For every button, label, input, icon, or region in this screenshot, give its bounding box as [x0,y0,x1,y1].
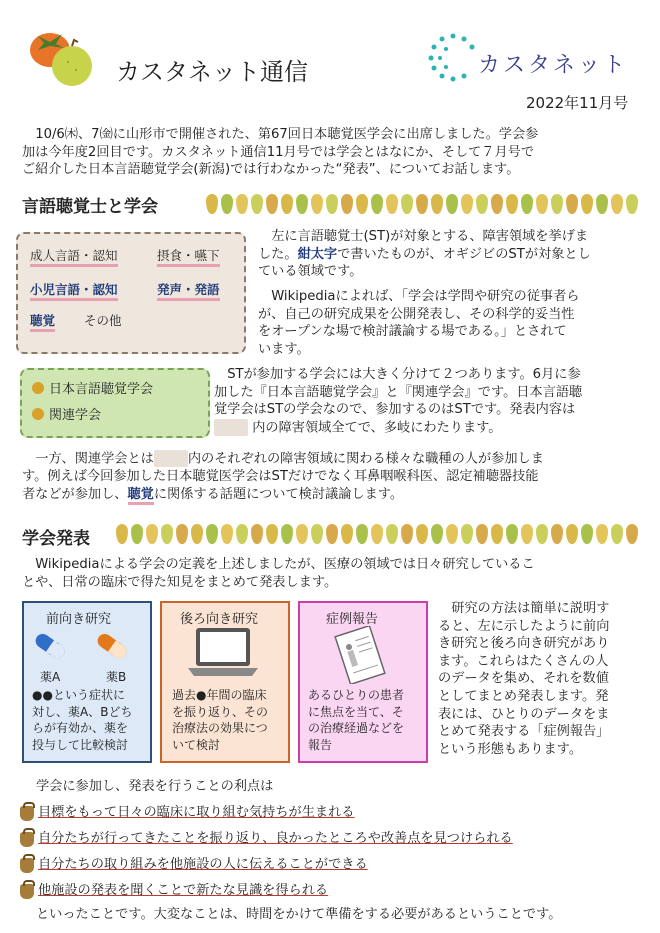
drug-b-label: 薬B [106,670,127,684]
benefit-item: 自分たちの取り組みを他施設の人に伝えることができる [20,852,513,878]
society-item-2: 関連学会 [32,404,101,423]
pear-icon [596,194,608,214]
issue-date: 2022年11月号 [526,94,629,112]
pear-icon [416,524,428,544]
pear-icon [281,194,293,214]
pear-divider-2 [116,524,646,544]
pear-icon [191,524,203,544]
section1-para1: 左に言語聴覚士(ST)が対象とする、障害領域を挙げま した。紺太字で書いたものが、オギジビのSTが対象とし ている領域です。 [258,229,591,280]
pear-icon [506,524,518,544]
benefit-item: 自分たちが行ってきたことを振り返り、良かったところや改善点を見つけられる [20,826,513,852]
pear-icon [116,524,128,544]
pear-icon [551,524,563,544]
section2-para1: Wikipediaによる学会の定義を上述しましたが、医療の領域では日々研究しているこ とや、日常の臨床で得た知見をまとめて発表します。 [22,557,535,590]
card-retrospective-body: 過去●年間の臨床 を振り返り、その 治療法の効果につ いて検討 [172,688,269,752]
persimmon-bullet-icon [32,382,44,394]
benefits-intro: 学会に参加し、発表を行うことの利点は [36,779,274,794]
pear-icon [281,524,293,544]
section1-para2: Wikipediaによれば、「学会は学問や研究の従事者ら が、自己の研究成果を公開発表し、その科学的妥当性 をオープンな場で検討議論する場である。」とされて います。 [258,289,580,357]
pear-icon [341,194,353,214]
benefit-item: 目標をもって日々の臨床に取り組む気持ちが生まれる [20,800,513,826]
pear-icon [626,524,638,544]
pear-icon [446,194,458,214]
pear-icon [491,194,503,214]
pear-icon [461,194,473,214]
pear-icon [131,524,143,544]
chart-document-icon [330,626,390,688]
pear-icon [461,524,473,544]
pear-icon [596,524,608,544]
pear-icon [416,194,428,214]
pear-icon [371,524,383,544]
pear-icon [311,524,323,544]
pear-icon [446,524,458,544]
area-swallow: 摂食・嚥下 [157,246,220,267]
area-other: その他 [84,313,122,328]
area-adult: 成人言語・認知 [30,246,118,267]
capsule-orange-icon [92,630,132,666]
card-prospective-body: ●●という症状に 対し、薬A、Bどち らが有効か、薬を 投与して比較検討 [32,688,133,752]
area-box-marker [154,450,188,467]
pear-icon [431,194,443,214]
laptop-icon [186,626,260,682]
pear-icon [566,194,578,214]
pear-icon [221,524,233,544]
society-item-1: 日本言語聴覚学会 [32,378,153,397]
brand-name: カスタネット [478,53,629,78]
pear-icon [176,524,188,544]
pear-icon [206,524,218,544]
pear-icon [266,194,278,214]
pear-icon [236,524,248,544]
pear-icon [476,524,488,544]
section-heading-presentation: 学会発表 [22,529,90,549]
pear-icon [356,524,368,544]
drug-a-label: 薬A [40,670,61,684]
pear-icon [521,524,533,544]
pear-icon [476,194,488,214]
pear-icon [611,194,623,214]
pear-icon [491,524,503,544]
card-case-report-title: 症例報告 [326,612,379,627]
pear-icon [536,194,548,214]
pear-icon [146,524,158,544]
card-case-report-body: あるひとりの患者 に焦点を当て、そ の治療経過などを 報告 [308,688,405,752]
pear-icon [401,524,413,544]
section2-side-text: 研究の方法は簡単に説明す ると、左に示したように前向 き研究と後ろ向き研究があり ます。これらはたくさんの人 のデータを集め、それを数値 としてまとめ発表します。発 表には、ひとりのデータをま とめて発表する「症例報告」 という形態もあります。 [438,601,610,757]
pear-icon [581,194,593,214]
pear-icon [386,194,398,214]
pear-icon [371,194,383,214]
pear-icon [566,524,578,544]
capsule-blue-icon [30,630,70,666]
card-prospective-title: 前向き研究 [46,612,112,627]
pear-icon [161,524,173,544]
pear-icon [341,524,353,544]
pear-icon [401,194,413,214]
pear-icon [581,524,593,544]
pear-icon [356,194,368,214]
bag-icon [20,858,34,873]
pear-icon [251,524,263,544]
card-retrospective-title: 後ろ向き研究 [180,612,259,627]
pear-icon [251,194,263,214]
persimmon-bullet-icon [32,408,44,420]
pear-icon [551,194,563,214]
pear-divider-1 [206,194,646,214]
bag-icon [20,832,34,847]
pear-icon [311,194,323,214]
pear-icon [506,194,518,214]
area-voice: 発声・発語 [157,280,220,301]
area-box-marker [214,419,248,436]
area-hearing: 聴覚 [30,311,55,332]
pear-icon [326,524,338,544]
brand-dots-icon [428,32,478,82]
pear-icon [296,194,308,214]
pear-icon [431,524,443,544]
pear-icon [611,524,623,544]
pear-icon [236,194,248,214]
section1-para3: STが参加する学会には大きく分けて２つあります。6月に参 加した『日本言語聴覚学会』と『関連学会』です。日本言語聴 覚学会はSTの学会なので、参加するのはSTです。発表内容は 内の障害領域全てで、多岐にわたります。 [214,367,583,436]
pear-icon [221,194,233,214]
intro-paragraph: 10/6㈭、7㈮に山形市で開催された、第67回日本聴覚医学会に出席しました。学会参 加は今年度2回目です。カスタネット通信11月号では学会とはなにか、そして７月号で ご紹介した日本言語聴覚学会(新潟)では行わなかった“発表”、についてお話します。 [22,127,539,178]
benefits-list [20,800,513,904]
pear-icon [626,194,638,214]
area-child: 小児言語・認知 [30,280,118,301]
benefit-item: 他施設の発表を聞くことで新たな見識を得られる [20,878,513,904]
pear-icon [296,524,308,544]
page-title: カスタネット通信 [116,58,308,86]
bag-icon [20,884,34,899]
persimmon-logo-icon [28,28,98,90]
pear-icon [521,194,533,214]
pear-icon [536,524,548,544]
pear-icon [326,194,338,214]
bag-icon [20,806,34,821]
closing-text: といったことです。大変なことは、時間をかけて準備をする必要があるということです。 [36,907,562,922]
pear-icon [206,194,218,214]
section-heading-st: 言語聴覚士と学会 [22,197,158,217]
section1-para4: 一方、関連学会とは 内のそれぞれの障害領域に関わる様々な職種の人が参加しま す。例えば今回参加した日本聴覚医学会はSTだけでなく耳鼻咽喉科医、認定補聴器技能 者などが参加し、聴覚に関係する話題について検討議論します。 [22,450,652,503]
pear-icon [266,524,278,544]
pear-icon [386,524,398,544]
